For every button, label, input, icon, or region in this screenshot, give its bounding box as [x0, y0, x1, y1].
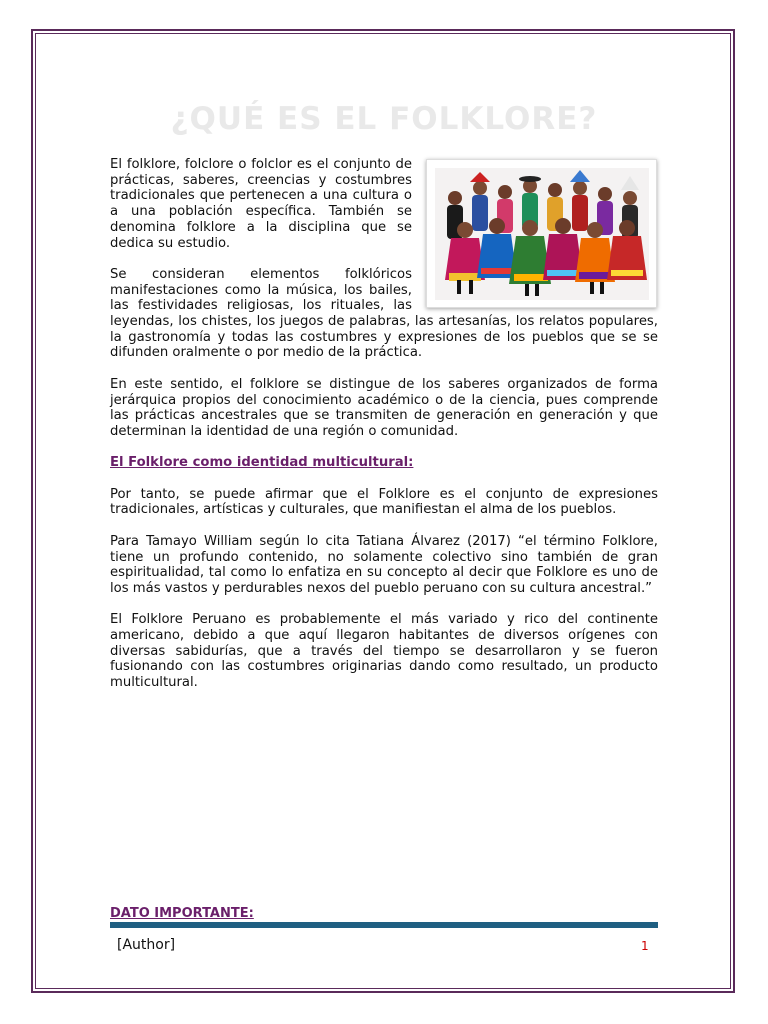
footer-divider — [110, 922, 658, 928]
paragraph-distinction: En este sentido, el folklore se distingue de los saberes organizados de forma jerárquica propios del conocimiento académico o de la ciencia, pues comprende las prácticas ancestrales que se transmiten de generación en generación y que determinan la identidad de una región o comunidad. — [110, 376, 658, 439]
paragraph-definition: El folklore, folclore o folclor es el conjunto de prácticas, saberes, creencias y costumbres tradicionales que pertenecen a una cultura o a una población específica. También se denomina folklore a la disciplina que se dedica su estudio. — [110, 157, 412, 251]
folk-dancers-illustration — [435, 168, 649, 300]
paragraph-peruvian-folklore: El Folklore Peruano es probablemente el más variado y rico del continente americano, debido a que aquí llegaron habitantes de diversos orígenes con diversas sabidurías, que a través del tiempo se desarrollaron y se fueron fusionando con las costumbres originarias dando como resultado, un producto multicultural. — [110, 612, 658, 691]
page-title: ¿QUÉ ES EL FOLKLORE? — [170, 101, 598, 137]
folk-dancers-photo — [426, 159, 657, 308]
section-subheading: El Folklore como identidad multicultural: — [110, 455, 414, 471]
paragraph-expressions: Por tanto, se puede afirmar que el Folklore es el conjunto de expresiones tradicionales, artísticas y culturales, que manifiestan el alma de los pueblos. — [110, 486, 658, 518]
page-number: 1 — [641, 939, 649, 953]
dato-importante-label: DATO IMPORTANTE: — [110, 906, 254, 921]
paragraph-quote: Para Tamayo William según lo cita Tatiana Álvarez (2017) “el término Folklore, tiene un profundo contenido, no solamente colectivo sino también de gran espiritualidad, tal como lo enfatiza en su concepto al decir que Folklore es uno de los más vastos y perdurables nexos del pueblo peruano con su cultura ancestral.” — [110, 533, 658, 596]
document-body — [110, 157, 658, 707]
paragraph-elements: Se consideran elementos folklóricos manifestaciones como la música, los bailes, las festividades religiosas, los rituales, las leyendas, los chistes, los juegos de palabras, las artesanías, los relatos populares, la gastronomía y todas las costumbres y expresiones de los pueblos que se se difunden oralmente o por medio de la práctica. — [110, 266, 658, 361]
author-placeholder: [Author] — [117, 937, 176, 953]
